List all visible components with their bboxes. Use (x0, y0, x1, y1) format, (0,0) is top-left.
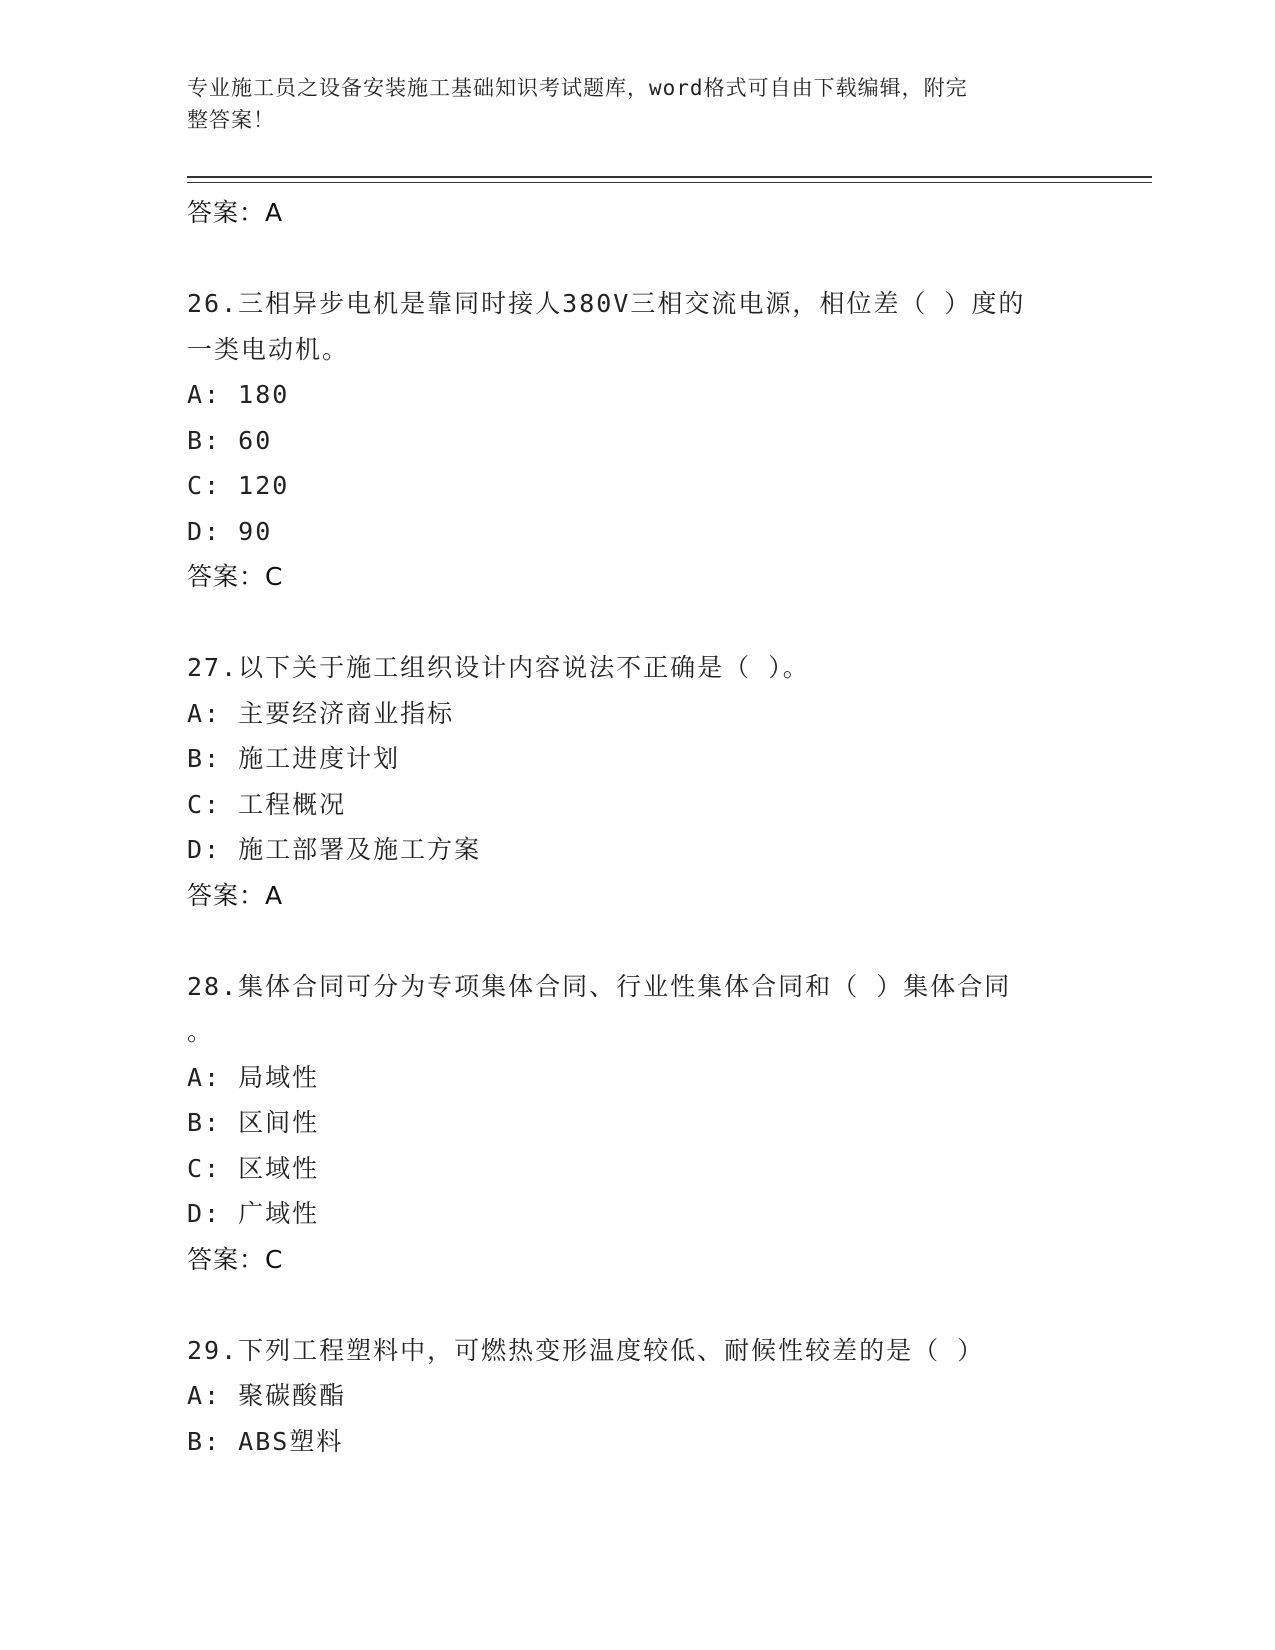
option-d: D: 90 (187, 516, 273, 546)
option-b: B: 区间性 (187, 1108, 320, 1137)
option-a: A: 聚碳酸酯 (187, 1381, 347, 1410)
header-line-2: 整答案！ (187, 108, 275, 132)
question-stem: 29.下列工程塑料中，可燃热变形温度较低、耐候性较差的是（ ） (187, 1335, 985, 1365)
spacer (187, 600, 1087, 646)
option-a: A: 180 (187, 380, 290, 409)
spacer (187, 1282, 1087, 1328)
header-line-1: 专业施工员之设备安装施工基础知识考试题库，word格式可自由下载编辑，附完 (187, 76, 968, 100)
header-rule-thick (187, 176, 1152, 178)
option-b: B: ABS塑料 (187, 1426, 344, 1456)
option-c: C: 工程概况 (187, 789, 347, 819)
option-d: D: 施工部署及施工方案 (187, 835, 482, 864)
question-stem: 26.三相异步电机是靠同时接人380V三相交流电源，相位差（ ）度的 (187, 289, 1026, 318)
option-b: B: 施工进度计划 (187, 744, 401, 773)
option-c: C: 120 (187, 471, 290, 500)
question-stem: 。 (187, 1017, 215, 1046)
spacer (187, 236, 1087, 282)
option-a: A: 主要经济商业指标 (187, 698, 455, 728)
question-stem: 27.以下关于施工组织设计内容说法不正确是（ ）。 (187, 653, 810, 682)
question-26 (187, 281, 1087, 600)
option-d: D: 广域性 (187, 1199, 320, 1228)
question-29 (187, 1328, 1087, 1465)
header-rule-thin (187, 182, 1152, 183)
option-c: C: 区域性 (187, 1153, 320, 1183)
option-a: A: 局域性 (187, 1062, 320, 1092)
previous-answer: 答案：A (187, 198, 284, 227)
answer-line: 答案：A (187, 880, 284, 910)
answer-line: 答案：C (187, 562, 284, 591)
question-27 (187, 645, 1087, 918)
spacer (187, 918, 1087, 964)
question-stem: 28.集体合同可分为专项集体合同、行业性集体合同和（ ）集体合同 (187, 971, 1012, 1001)
document-header (187, 72, 1067, 136)
answer-line: 答案：C (187, 1244, 284, 1274)
option-b: B: 60 (187, 425, 273, 455)
question-stem: 一类电动机。 (187, 334, 350, 364)
question-list (187, 190, 1087, 1464)
question-28 (187, 964, 1087, 1283)
